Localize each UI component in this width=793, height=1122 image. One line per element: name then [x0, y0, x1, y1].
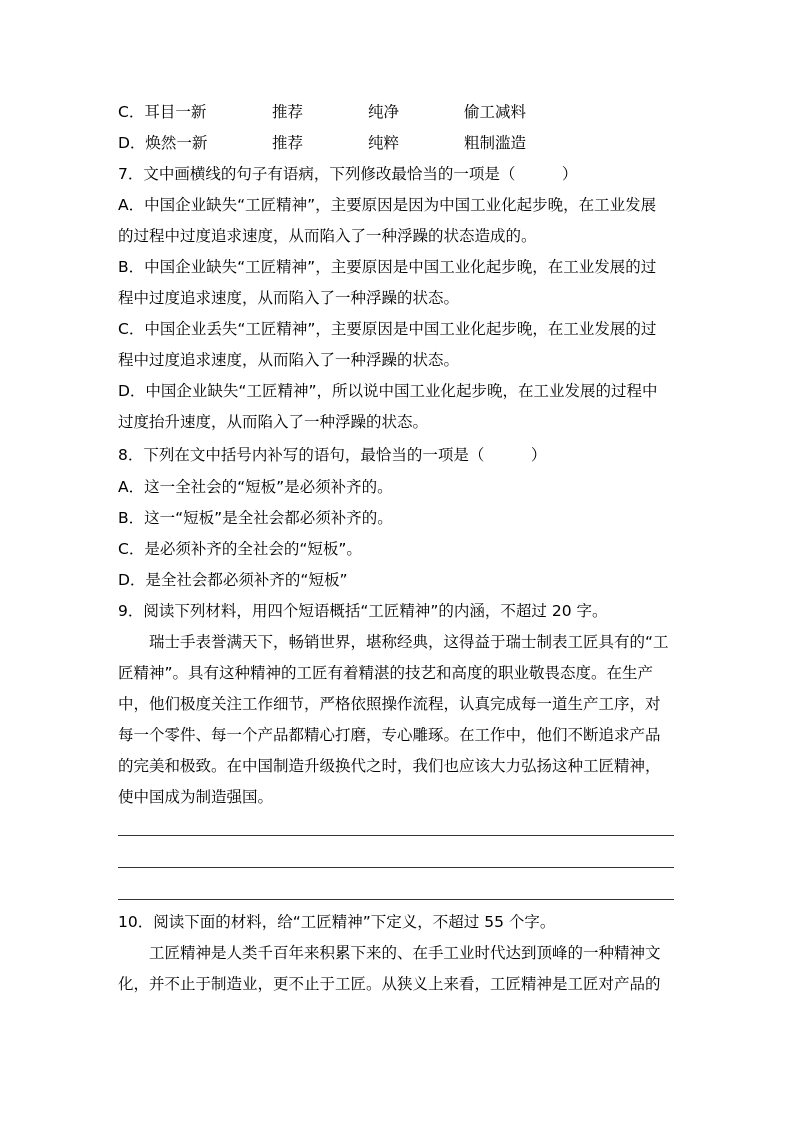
q8-stem: 8．下列在文中括号内补写的语句，最恰当的一项是（ ） — [118, 446, 547, 464]
q9-passage-line-3: 中，他们极度关注工作细节，严格依照操作流程，认真完成每一道生产工序，对 — [118, 695, 661, 713]
q8-option-d: D．是全社会都必须补齐的“短板” — [118, 571, 348, 589]
q9-passage-line-6: 使中国成为制造强国。 — [118, 788, 274, 806]
q9-stem: 9．阅读下列材料，用四个短语概括“工匠精神”的内涵，不超过 20 字。 — [118, 602, 608, 620]
q8-option-b: B．这一“短板”是全社会都必须补齐的。 — [118, 509, 393, 527]
option-c-word-2: 推荐 — [272, 103, 304, 121]
q7-option-c-line-1: C．中国企业丢失“工匠精神”，主要原因是中国工业化起步晚，在工业发展的过 — [118, 320, 657, 338]
q7-stem: 7．文中画横线的句子有语病，下列修改最恰当的一项是（ ） — [118, 165, 578, 183]
option-c-word-4: 偷工减料 — [464, 103, 527, 121]
q7-option-d-line-1: D．中国企业缺失“工匠精神”，所以说中国工业化起步晚，在工业发展的过程中 — [118, 382, 658, 400]
answer-line-2 — [118, 867, 674, 868]
q7-option-b-line-1: B．中国企业缺失“工匠精神”，主要原因是中国工业化起步晚，在工业发展的过 — [118, 258, 657, 276]
q7-option-d-line-2: 过度抬升速度，从而陷入了一种浮躁的状态。 — [118, 413, 429, 431]
q7-option-a-line-1: A．中国企业缺失“工匠精神”，主要原因是因为中国工业化起步晚，在工业发展 — [118, 196, 657, 214]
q10-stem: 10．阅读下面的材料，给“工匠精神”下定义，不超过 55 个字。 — [118, 913, 556, 931]
q7-option-b-line-2: 程中过度追求速度，从而陷入了一种浮躁的状态。 — [118, 289, 460, 307]
q8-option-a: A．这一全社会的“短板”是必须补齐的。 — [118, 478, 393, 496]
q7-option-a-line-2: 的过程中过度追求速度，从而陷入了一种浮躁的状态造成的。 — [118, 227, 537, 245]
q9-passage-line-4: 每一个零件、每一个产品都精心打磨，专心雕琢。在工作中，他们不断追求产品 — [118, 726, 661, 744]
answer-line-1 — [118, 835, 674, 836]
q8-option-c: C．是必须补齐的全社会的“短板”。 — [118, 540, 362, 558]
option-c-word-3: 纯净 — [368, 103, 400, 121]
q9-passage-line-2: 匠精神”。具有这种精神的工匠有着精湛的技艺和高度的职业敬畏态度。在生产 — [118, 664, 654, 682]
option-c-label: C．耳目一新 — [118, 103, 207, 121]
q9-passage-line-5: 的完美和极致。在中国制造升级换代之时，我们也应该大力弘扬这种工匠精神， — [118, 757, 661, 775]
option-d-label: D．焕然一新 — [118, 134, 208, 152]
q7-option-c-line-2: 程中过度追求速度，从而陷入了一种浮躁的状态。 — [118, 351, 460, 369]
answer-line-3 — [118, 899, 674, 900]
option-d-word-4: 粗制滥造 — [464, 134, 527, 152]
q9-passage-line-1: 瑞士手表誉满天下，畅销世界，堪称经典，这得益于瑞士制表工匠具有的“工 — [118, 633, 669, 651]
q10-passage-line-1: 工匠精神是人类千百年来积累下来的、在手工业时代达到顶峰的一种精神文 — [118, 944, 661, 962]
option-d-word-2: 推荐 — [272, 134, 304, 152]
q10-passage-line-2: 化，并不止于制造业，更不止于工匠。从狭义上来看，工匠精神是工匠对产品的 — [118, 975, 661, 993]
option-d-word-3: 纯粹 — [368, 134, 400, 152]
